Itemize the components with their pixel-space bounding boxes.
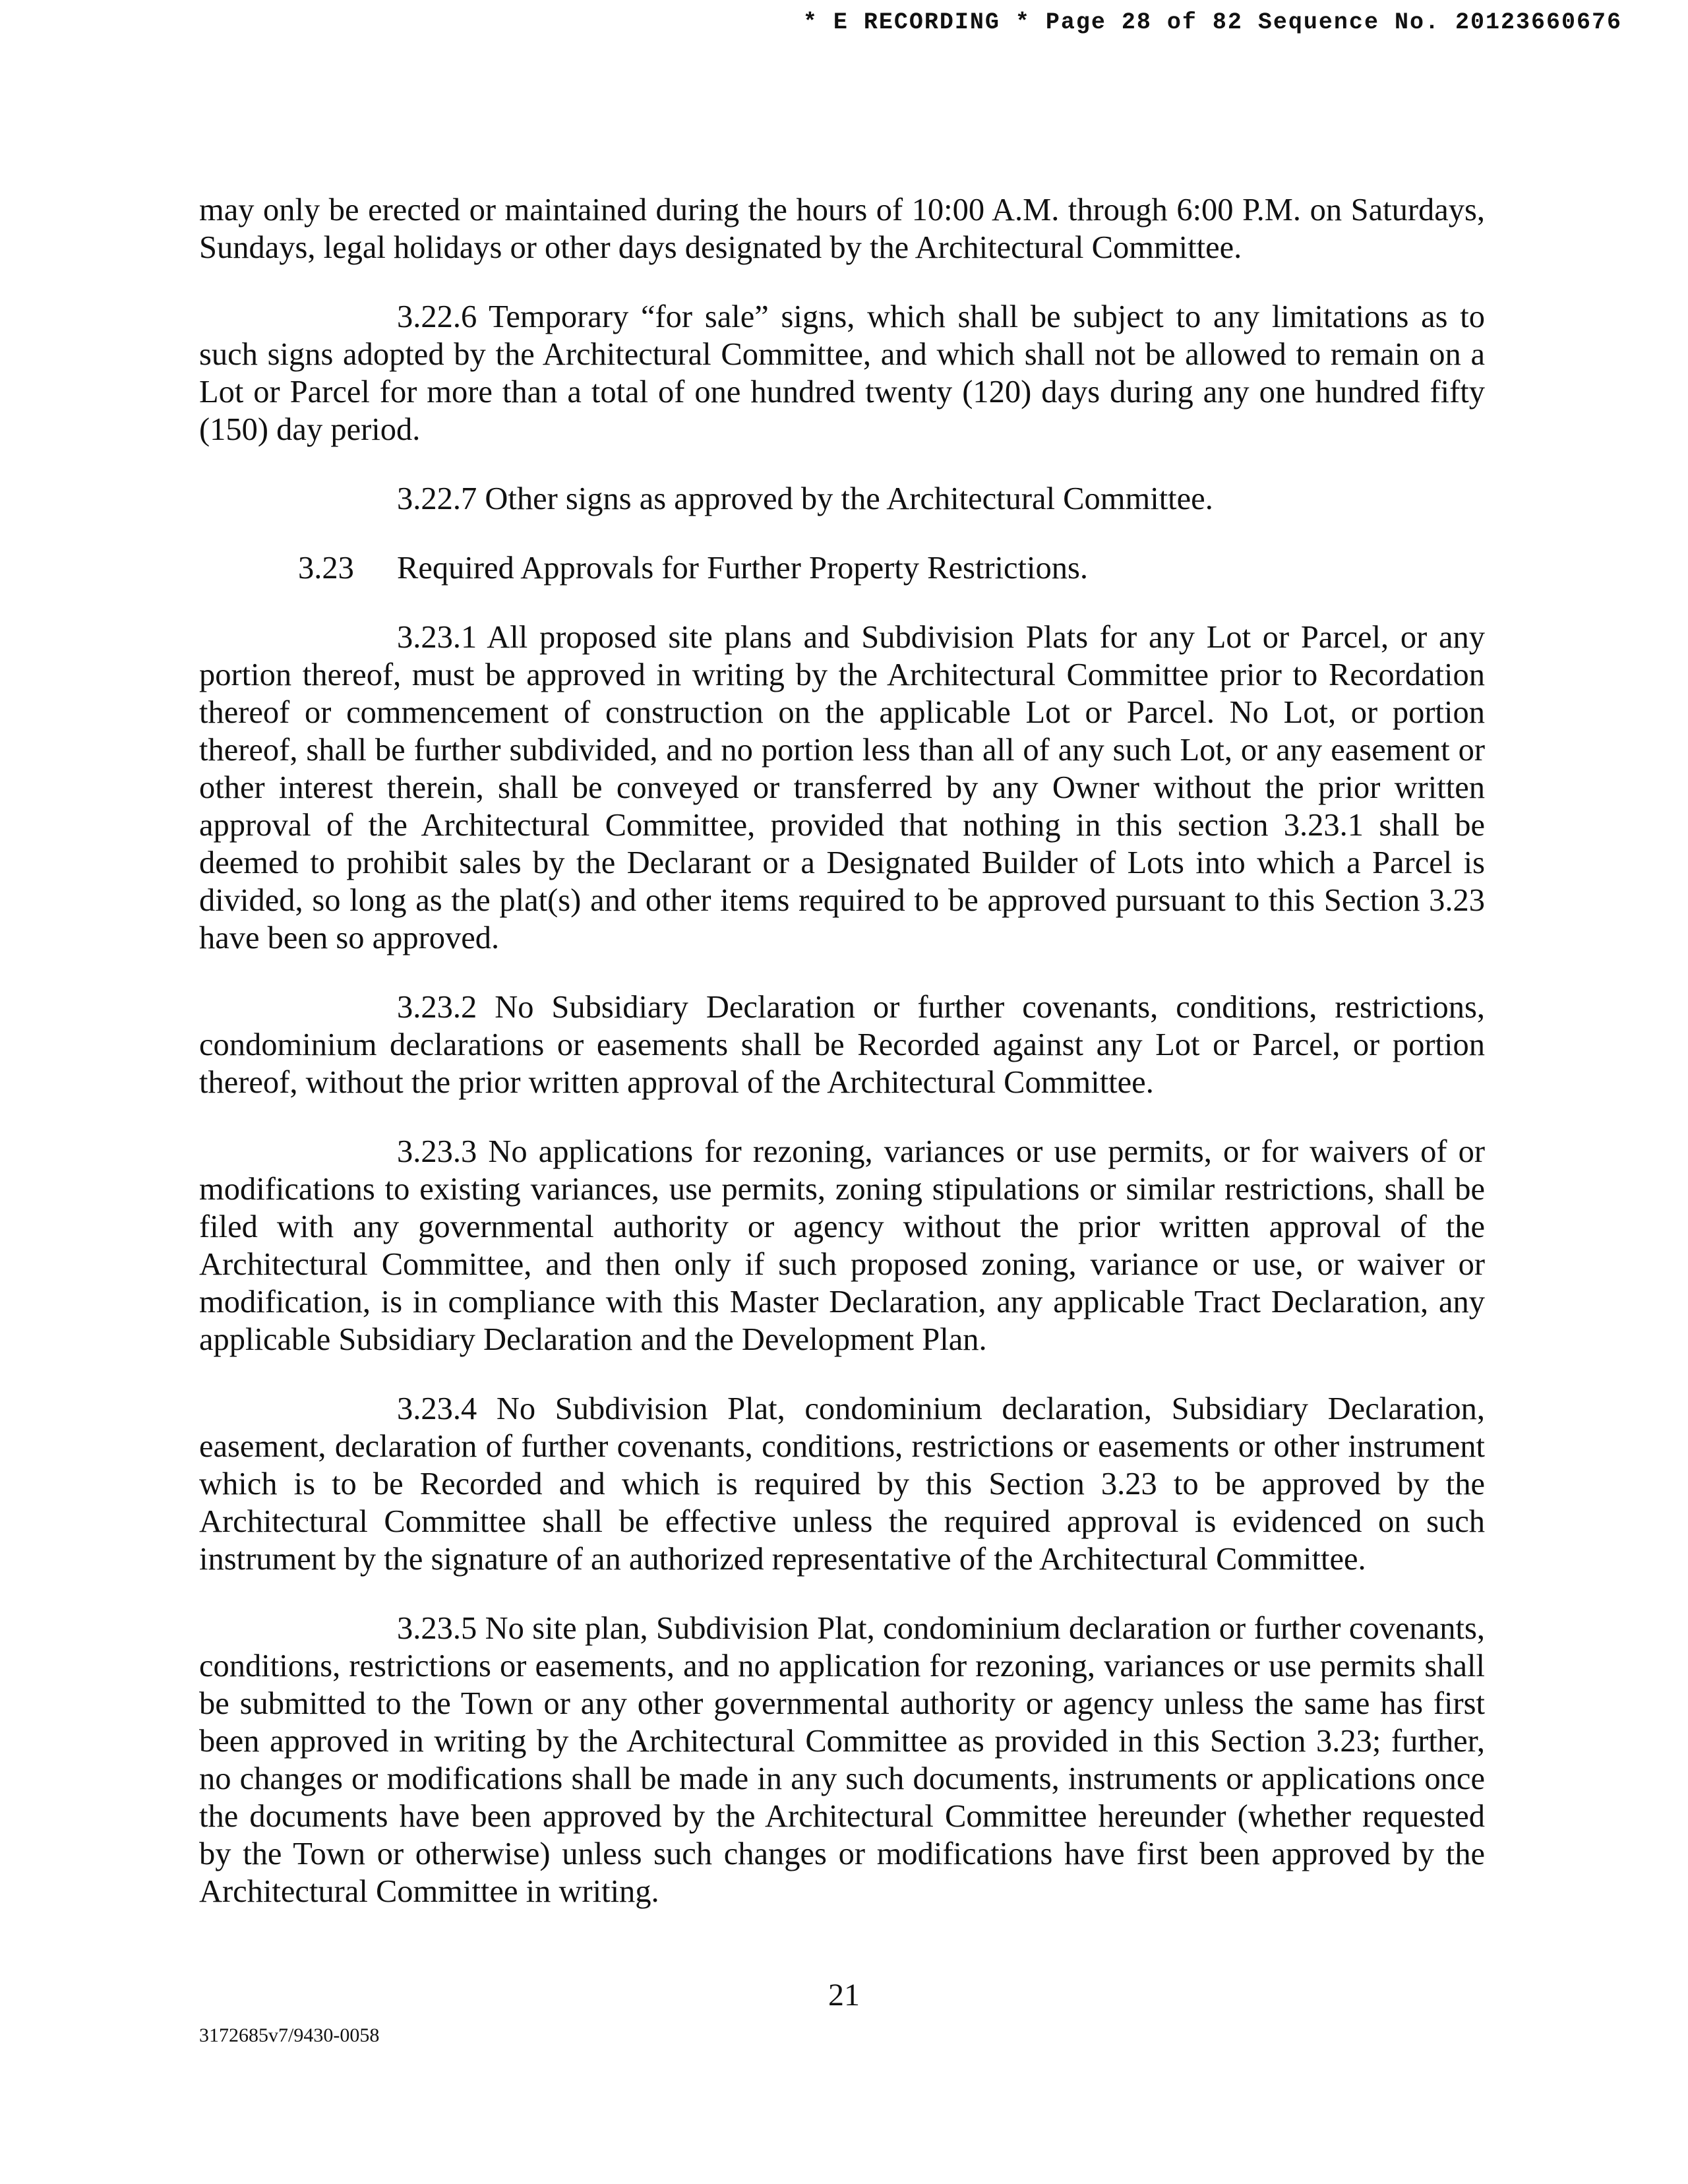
document-id: 3172685v7/9430-0058 bbox=[199, 2024, 380, 2046]
paragraph-3-22-6: 3.22.6 Temporary “for sale” signs, which shall be subject to any limitations as to such signs adopted by the Architectural Committee, and which shall not be allowed to remain on a Lot or Parcel for more than a total of one hundred twenty (120) days during any one hundred fifty (150) day period. bbox=[199, 299, 1485, 447]
paragraph-3-22-7: 3.22.7 Other signs as approved by the Architectural Committee. bbox=[397, 481, 1213, 516]
paragraph-3-23-1: 3.23.1 All proposed site plans and Subdivision Plats for any Lot or Parcel, or any portion thereof, must be approved in writing by the Architectural Committee prior to Recordation thereof or commencement of construction on the applicable Lot or Parcel. No Lot, or portion thereof, shall be further subdivided, and no portion less than all of any such Lot, or any easement or other interest therein, shall be conveyed or transferred by any Owner without the prior written approval of the Architectural Committee, provided that nothing in this section 3.23.1 shall be deemed to prohibit sales by the Declarant or a Designated Builder of Lots into which a Parcel is divided, so long as the plat(s) and other items required to be approved pursuant to this Section 3.23 have been so approved. bbox=[199, 620, 1485, 956]
paragraph-3-23-2: 3.23.2 No Subsidiary Declaration or further covenants, conditions, restrictions, condominium declarations or easements shall be Recorded against any Lot or Parcel, or portion thereof, without the prior written approval of the Architectural Committee. bbox=[199, 990, 1485, 1100]
section-title: Required Approvals for Further Property Restrictions. bbox=[397, 551, 1088, 586]
paragraph-3-23-3: 3.23.3 No applications for rezoning, variances or use permits, or for waivers of or modifications to existing variances, use permits, zoning stipulations or similar restrictions, shall be filed with any governmental authority or agency without the prior written approval of the Architectural Committee, and then only if such proposed zoning, variance or use, or waiver or modification, is in compliance with this Master Declaration, any applicable Tract Declaration, any applicable Subsidiary Declaration and the Development Plan. bbox=[199, 1134, 1485, 1357]
paragraph-3-23-5: 3.23.5 No site plan, Subdivision Plat, condominium declaration or further covenants, conditions, restrictions or easements, and no application for rezoning, variances or use permits shall be submitted to the Town or any other governmental authority or agency unless the same has first been approved in writing by the Architectural Committee as provided in this Section 3.23; further, no changes or modifications shall be made in any such documents, instruments or applications once the documents have been approved by the Architectural Committee hereunder (whether requested by the Town or otherwise) unless such changes or modifications have first been approved by the Architectural Committee in writing. bbox=[199, 1611, 1485, 1909]
document-body bbox=[199, 191, 1485, 1942]
paragraph-continuation: may only be erected or maintained during the hours of 10:00 A.M. through 6:00 P.M. on Saturdays, Sundays, legal holidays or other days designated by the Architectural Committee. bbox=[199, 193, 1485, 265]
section-heading-3-23 bbox=[298, 549, 1485, 587]
section-number: 3.23 bbox=[298, 551, 354, 586]
paragraph-3-23-4: 3.23.4 No Subdivision Plat, condominium declaration, Subsidiary Declaration, easement, declaration of further covenants, conditions, restrictions or easements or other instrument which is to be Recorded and which is required by this Section 3.23 to be approved by the Architectural Committee shall be effective unless the required approval is evidenced on such instrument by the signature of an authorized representative of the Architectural Committee. bbox=[199, 1391, 1485, 1577]
page-number: 21 bbox=[828, 1978, 860, 2013]
recording-stamp-header: * E RECORDING * Page 28 of 82 Sequence No. 20123660676 bbox=[802, 9, 1622, 36]
